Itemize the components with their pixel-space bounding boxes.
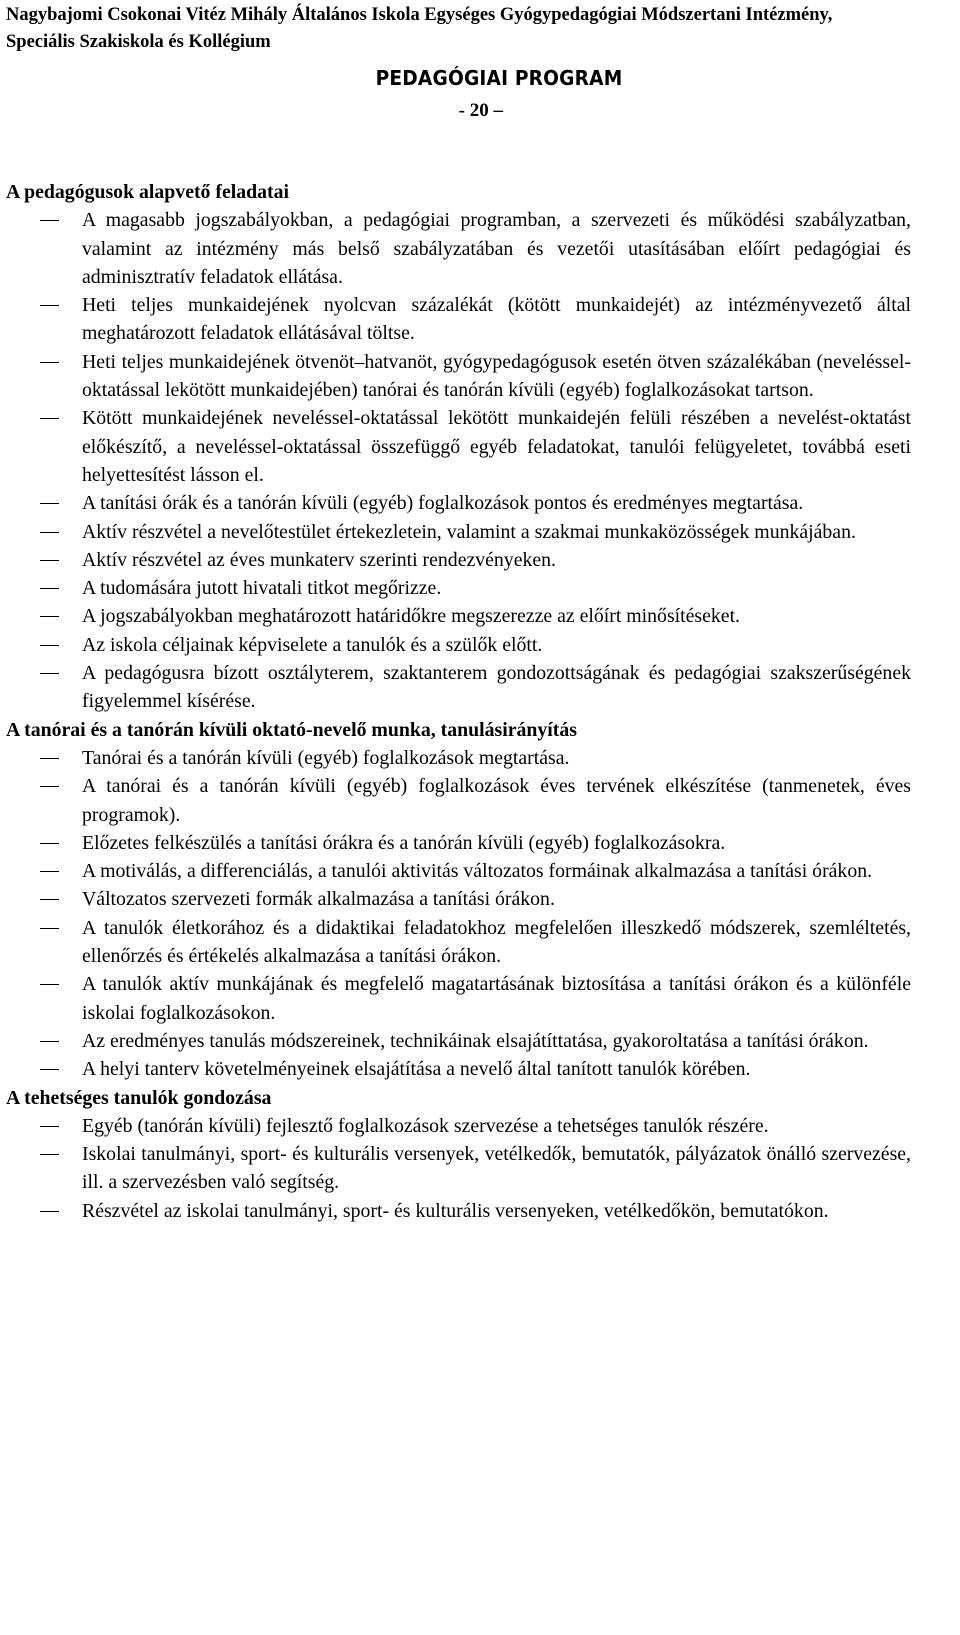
list-item	[0, 1112, 911, 1140]
list-item-text: Heti teljes munkaidejének nyolcvan százalékát (kötött munkaidejét) az intézményvezető által meghatározott feladatok ellátásával töltse.	[82, 294, 911, 345]
list-item-text: Iskolai tanulmányi, sport- és kulturális versenyek, vetélkedők, bemutatók, pályázatok önálló szervezése, ill. a szervezésben való segítség.	[82, 1143, 911, 1194]
bullet-dash-icon	[40, 1154, 59, 1155]
list-item-text: A helyi tanterv követelményeinek elsajátítása a nevelő által tanított tanulók körében.	[82, 1058, 751, 1081]
institution-name-line2: Speciális Szakiskola és Kollégium	[6, 32, 271, 52]
list-item-text: Kötött munkaidejének neveléssel-oktatással lekötött munkaidején felüli részében a nevelést-oktatást előkészítő, a neveléssel-oktatással összefüggő egyéb feladatokat, tanulói felügyeletet, továbbá eseti helyettesítést lásson el.	[82, 407, 911, 486]
bullet-dash-icon	[40, 843, 59, 844]
list-item-text: A pedagógusra bízott osztályterem, szaktanterem gondozottságának és pedagógiai szakszerűségének figyelemmel kísérése.	[82, 662, 911, 713]
list-item	[0, 914, 911, 971]
bullet-dash-icon	[40, 418, 59, 419]
bullet-dash-icon	[40, 532, 59, 533]
list-item-text: Az iskola céljainak képviselete a tanulók és a szülők előtt.	[82, 633, 543, 656]
list-item	[0, 348, 911, 405]
list-item-text: Aktív részvétel a nevelőtestület értekezletein, valamint a szakmai munkaközösségek munkájában.	[82, 520, 856, 543]
section-list	[0, 1112, 960, 1225]
bullet-dash-icon	[40, 645, 59, 646]
list-item	[0, 1027, 911, 1055]
list-item	[0, 772, 911, 829]
list-item	[0, 1055, 911, 1083]
list-item	[0, 546, 911, 574]
list-item-text: A tanórai és a tanórán kívüli (egyéb) foglalkozások éves tervének elkészítése (tanmenetek, éves programok).	[82, 775, 911, 826]
list-item-text: Részvétel az iskolai tanulmányi, sport- és kulturális versenyeken, vetélkedőkön, bemutatókon.	[82, 1199, 829, 1222]
bullet-dash-icon	[40, 616, 59, 617]
document-title: PEDAGÓGIAI PROGRAM	[375, 66, 622, 90]
list-item-text: Az eredményes tanulás módszereinek, technikáinak elsajátíttatása, gyakoroltatása a tanítási órákon.	[82, 1029, 869, 1052]
list-item	[0, 206, 911, 291]
section-heading: A tanórai és a tanórán kívüli oktató-nevelő munka, tanulásirányítás	[6, 718, 577, 741]
list-item	[0, 404, 911, 489]
bullet-dash-icon	[40, 984, 59, 985]
section-list	[0, 744, 960, 1084]
list-item-text: A motiválás, a differenciálás, a tanulói aktivitás változatos formáinak alkalmazása a tanítási órákon.	[82, 860, 873, 883]
list-item-text: Változatos szervezeti formák alkalmazása a tanítási órákon.	[82, 888, 555, 911]
list-item	[0, 659, 911, 716]
list-item	[0, 970, 911, 1027]
bullet-dash-icon	[40, 1211, 59, 1212]
bullet-dash-icon	[40, 305, 59, 306]
section-heading: A tehetséges tanulók gondozása	[6, 1086, 272, 1109]
list-item-text: A magasabb jogszabályokban, a pedagógiai programban, a szervezeti és működési szabályzatban, valamint az intézmény más belső szabályzatában és vezetői utasításában előírt pedagógiai és adminisztratív feladatok ellátása.	[82, 209, 911, 288]
bullet-dash-icon	[40, 673, 59, 674]
list-item	[0, 1197, 911, 1225]
bullet-dash-icon	[40, 1069, 59, 1070]
bullet-dash-icon	[40, 220, 59, 221]
page-header	[6, 2, 946, 56]
document-body	[0, 178, 960, 1225]
bullet-dash-icon	[40, 560, 59, 561]
list-item-text: Egyéb (tanórán kívüli) fejlesztő foglalkozások szervezése a tehetséges tanulók részére.	[82, 1114, 769, 1137]
bullet-dash-icon	[40, 928, 59, 929]
list-item-text: A tanítási órák és a tanórán kívüli (egyéb) foglalkozások pontos és eredményes megtartása.	[82, 492, 804, 515]
bullet-dash-icon	[40, 758, 59, 759]
bullet-dash-icon	[40, 1041, 59, 1042]
list-item-text: A tanulók aktív munkájának és megfelelő magatartásának biztosítása a tanítási órákon és a különféle iskolai foglalkozásokon.	[82, 973, 911, 1024]
bullet-dash-icon	[40, 588, 59, 589]
bullet-dash-icon	[40, 786, 59, 787]
list-item	[0, 489, 911, 517]
list-item-text: Heti teljes munkaidejének ötvenöt–hatvanöt, gyógypedagógusok esetén ötven százalékában (neveléssel-oktatással lekötött munkaidejében) tanórai és tanórán kívüli (egyéb) foglalkozásokat tartson.	[82, 350, 911, 402]
page-number: - 20 –	[458, 100, 503, 121]
list-item	[0, 631, 911, 659]
list-item-text: Tanórai és a tanórán kívüli (egyéb) foglalkozások megtartása.	[82, 746, 570, 769]
list-item	[0, 574, 911, 602]
list-item-text: A tudomására jutott hivatali titkot megőrizze.	[82, 577, 442, 600]
bullet-dash-icon	[40, 871, 59, 872]
list-item-text: A tanulók életkorához és a didaktikai feladatokhoz megfelelően illeszkedő módszerek, szemléltetés, ellenőrzés és értékelés alkalmazása a tanítási órákon.	[82, 916, 911, 968]
section-list	[0, 206, 960, 715]
list-item-text: Előzetes felkészülés a tanítási órákra és a tanórán kívüli (egyéb) foglalkozásokra.	[82, 831, 726, 854]
list-item-text: Aktív részvétel az éves munkaterv szerinti rendezvényeken.	[82, 548, 556, 571]
bullet-dash-icon	[40, 899, 59, 900]
institution-name-line1: Nagybajomi Csokonai Vitéz Mihály Általános Iskola Egységes Gyógypedagógiai Módszertani Intézmény,	[6, 5, 833, 25]
list-item	[0, 829, 911, 857]
bullet-dash-icon	[40, 503, 59, 504]
bullet-dash-icon	[40, 1126, 59, 1127]
list-item	[0, 518, 911, 546]
section-heading: A pedagógusok alapvető feladatai	[6, 181, 290, 203]
bullet-dash-icon	[40, 362, 59, 363]
list-item	[0, 857, 911, 885]
list-item	[0, 602, 911, 630]
list-item	[0, 885, 911, 913]
list-item-text: A jogszabályokban meghatározott határidőkre megszerezze az előírt minősítéseket.	[82, 605, 741, 628]
list-item	[0, 1140, 911, 1197]
list-item	[0, 744, 911, 772]
list-item	[0, 291, 911, 348]
